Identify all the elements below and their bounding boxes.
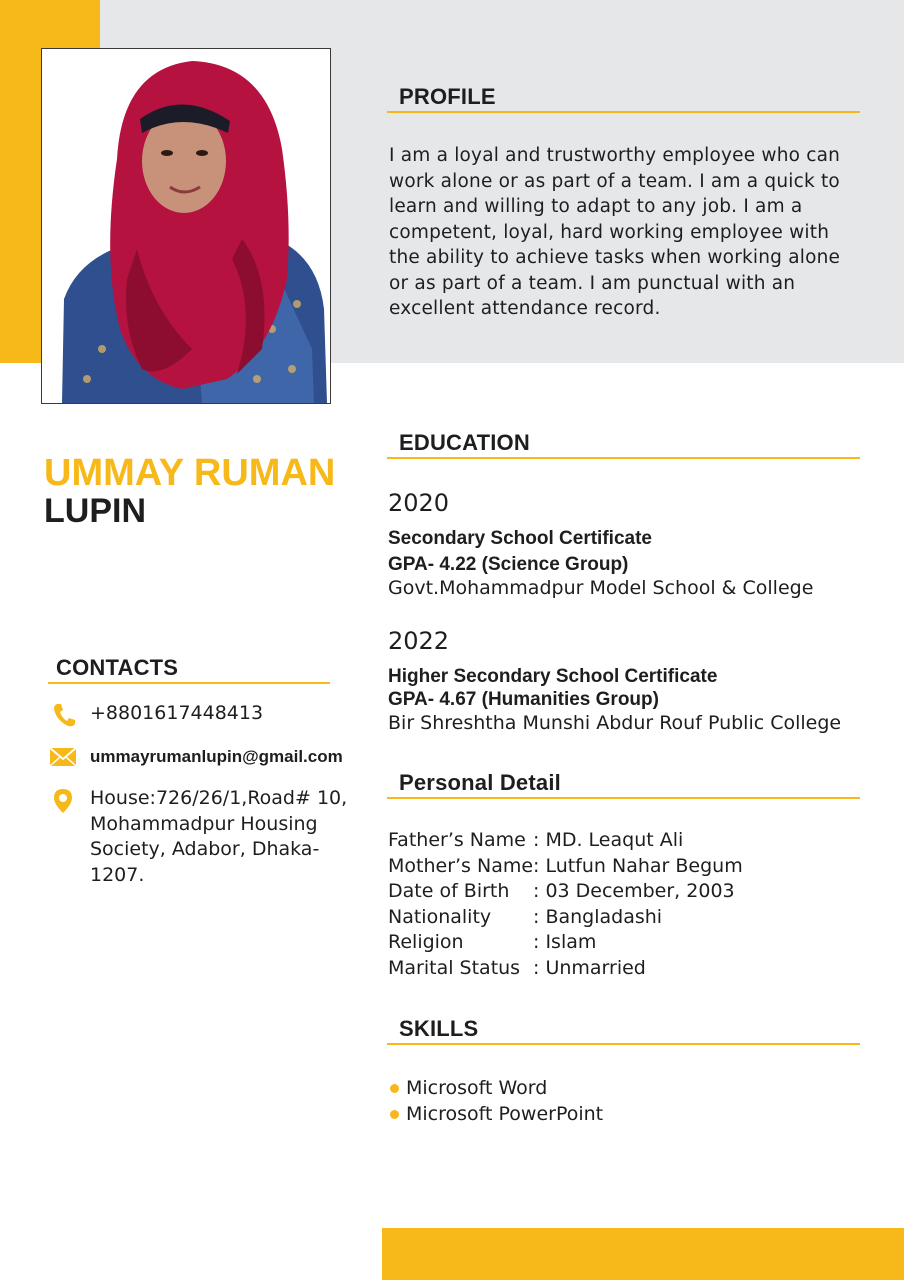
education-degree: Secondary School Certificate (388, 528, 652, 549)
skills-heading: SKILLS (399, 1016, 479, 1041)
profile-rule (387, 111, 860, 113)
name-first: UMMAY RUMAN (44, 452, 336, 494)
phone-icon (52, 702, 76, 728)
skill-label: Microsoft PowerPoint (406, 1103, 604, 1125)
detail-value: : Unmarried (533, 956, 646, 979)
portrait-illustration (42, 49, 330, 403)
education-year: 2022 (388, 627, 450, 655)
contact-phone[interactable]: +8801617448413 (90, 702, 264, 724)
education-degree: Higher Secondary School Certificate (388, 666, 718, 687)
detail-value: : 03 December, 2003 (533, 880, 735, 902)
personal-detail-list (388, 828, 743, 981)
detail-row (388, 879, 743, 905)
skills-list (390, 1075, 603, 1127)
detail-value: : Bangladashi (533, 905, 663, 928)
contact-address (90, 786, 347, 888)
education-gpa: GPA- 4.22 (Science Group) (388, 554, 629, 575)
detail-row (388, 828, 743, 854)
detail-row (388, 854, 743, 880)
education-year: 2020 (388, 489, 450, 517)
detail-label: Mother’s Name (388, 854, 534, 877)
detail-value: : Islam (533, 931, 597, 953)
address-line: House:726/26/1,Road# 10, (90, 787, 348, 809)
profile-text: I am a loyal and trustworthy employee who can work alone or as part of a team. I am a quick to learn and willing to adapt to any job. I am a competent, loyal, hard working employee with the ability to achieve tasks when working alone or as part of a team. I am punctual with an excellent attendance record. (389, 145, 841, 319)
education-institution: Bir Shreshtha Munshi Abdur Rouf Public College (388, 712, 842, 734)
contacts-heading: CONTACTS (56, 655, 179, 680)
education-rule (387, 457, 860, 459)
detail-label: Father’s Name (388, 829, 526, 851)
detail-row (388, 930, 743, 956)
detail-value: : Lutfun Nahar Begum (533, 854, 743, 877)
profile-photo (41, 48, 331, 404)
bullet-icon (390, 1084, 399, 1093)
detail-value: : MD. Leaqut Ali (533, 829, 684, 851)
detail-label: Nationality (388, 905, 492, 928)
location-pin-icon (53, 788, 73, 814)
contact-email[interactable]: ummayrumanlupin@gmail.com (90, 747, 343, 766)
education-heading: EDUCATION (399, 430, 530, 455)
education-gpa: GPA- 4.67 (Humanities Group) (388, 689, 659, 710)
bullet-icon (390, 1110, 399, 1119)
detail-row (388, 956, 743, 982)
address-line: Society, Adabor, Dhaka- (90, 838, 320, 860)
personal-heading: Personal Detail (399, 770, 561, 795)
detail-label: Date of Birth (388, 880, 510, 902)
accent-block-bottom (382, 1228, 904, 1280)
personal-rule (387, 797, 860, 799)
skill-label: Microsoft Word (406, 1077, 548, 1099)
detail-label: Religion (388, 931, 464, 953)
profile-heading: PROFILE (399, 84, 496, 109)
name-last: LUPIN (44, 492, 146, 530)
envelope-icon (49, 747, 77, 767)
skill-item (390, 1101, 603, 1127)
address-line: Mohammadpur Housing (90, 812, 318, 835)
detail-label: Marital Status (388, 956, 521, 979)
address-line: 1207. (90, 863, 145, 886)
contacts-rule (48, 682, 330, 684)
education-institution: Govt.Mohammadpur Model School & College (388, 577, 814, 599)
detail-row (388, 905, 743, 931)
skills-rule (387, 1043, 860, 1045)
skill-item (390, 1075, 603, 1101)
